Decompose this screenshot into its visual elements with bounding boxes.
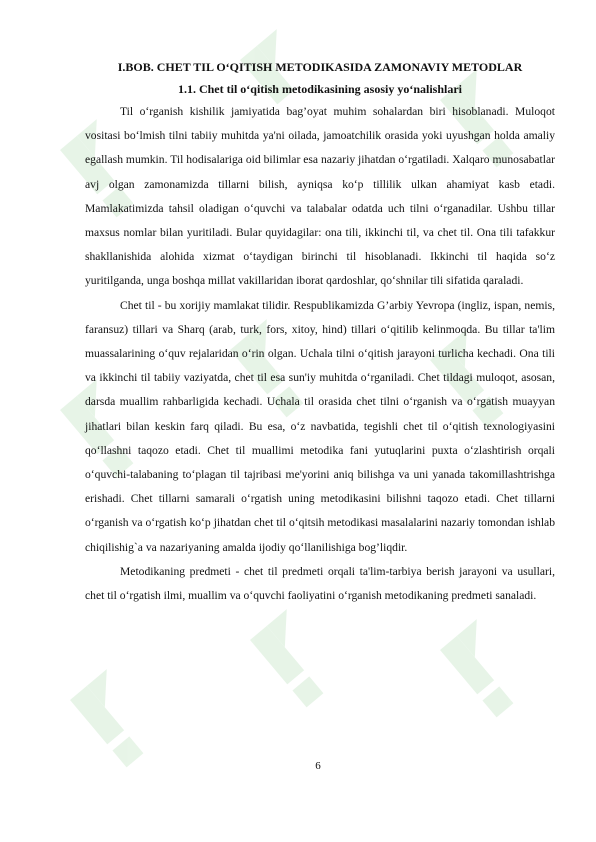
diploma-logo-icon [250, 609, 343, 707]
paragraph: Chet til - bu xorijiy mamlakat tilidir. Respublikamizda G’arbiy Yevropa (ingliz, ispan, nemis, faransuz) tillari va Sharq (arab, turk, fors, xitoy, hind) tillari o‘qitilib kelinmoqda. Bu tillar ta'lim muassalarining o‘quv rejalaridan o‘rin olgan. Uchala tilni o‘qitish jarayoni turlicha kechadi. Ona tili va ikkinchi til tabiiy vaziyatda, chet til esa sun'iy muhitda o‘rganiladi. Chet tildagi muloqot, asosan, darsda muallim rahbarligida kechadi. Uchala til orasida chet tilni o‘rganish va o‘rgatish muayyan jihatlari bilan keskin farq qiladi. Bu esa, o‘z navbatida, tegishli chet til o‘qitish texnologiyasini qo‘llashni taqozo etadi. Chet til muallimi metodika fani yutuqlarini puxta o‘zlashtirish orqali o‘quvchi-talabaning to‘plagan til tajribasi me'yorini aniq bilishga va uni yanada takomillashtrishga erishadi. Chet tillarni samarali o‘rgatish uning metodikasini bilishni taqozo etadi. Chet tillarni o‘rganish va o‘rgatish ko‘p jihatdan chet til o‘qitsih metodikasi masalalarini nazariy tomondan ishlab chiqilishig`a va nazariyaning amalda ijodiy qo‘llanilishiga bog’liqdir. [85, 298, 555, 554]
diploma-logo-icon [70, 669, 163, 767]
chapter-title: I.BOB. CHET TIL O‘QITISH METODIKASIDA ZAMONAVIY METODLAR [117, 60, 523, 74]
page-number: 6 [315, 760, 321, 772]
paragraph: Til o‘rganish kishilik jamiyatida bag’oyat muhim sohalardan biri hisoblanadi. Muloqot vositasi bo‘lmish tilni tabiiy muhitda ya'ni oilada, jamoatchilik orasida yoki uyushgan holda amaliy egallash mumkin. Til hodisalariga oid bilimlar esa nazariy jihatdan o‘rgatiladi. Xalqaro munosabatlar avj olgan zamonamizda tillarni bilish, ayniqsa ko‘p tillilik ulkan ahamiyat kasb etadi. Mamlakatimizda tahsil oladigan o‘quvchi va talabalar odatda uch tilni o‘rganadilar. Ushbu tillar maxsus nomlar bilan yuritiladi. Bular quyidagilar: ona tili, ikkinchi til, va chet til. Ona tili tafakkur shakllanishida alohida xizmat o‘taydigan birinchi til hisoblanadi. Ikkinchi til haqida so‘z yuritilganda, unga boshqa millat vakillaridan iborat qardoshlar, qo‘shnilar tili sifatida qaraladi. [85, 105, 555, 288]
paragraph: Metodikaning predmeti - chet til predmeti orqali ta'lim-tarbiya berish jarayoni va usullari, chet til o‘rgatish ilmi, muallim va o‘quvchi faoliyatini o‘rganish metodikaning predmeti sanaladi. [85, 564, 555, 603]
diploma-logo-icon [440, 619, 533, 717]
section-title: 1.1. Chet til o‘qitish metodikasining asosiy yo‘nalishlari [177, 82, 463, 96]
document-body [85, 56, 555, 608]
